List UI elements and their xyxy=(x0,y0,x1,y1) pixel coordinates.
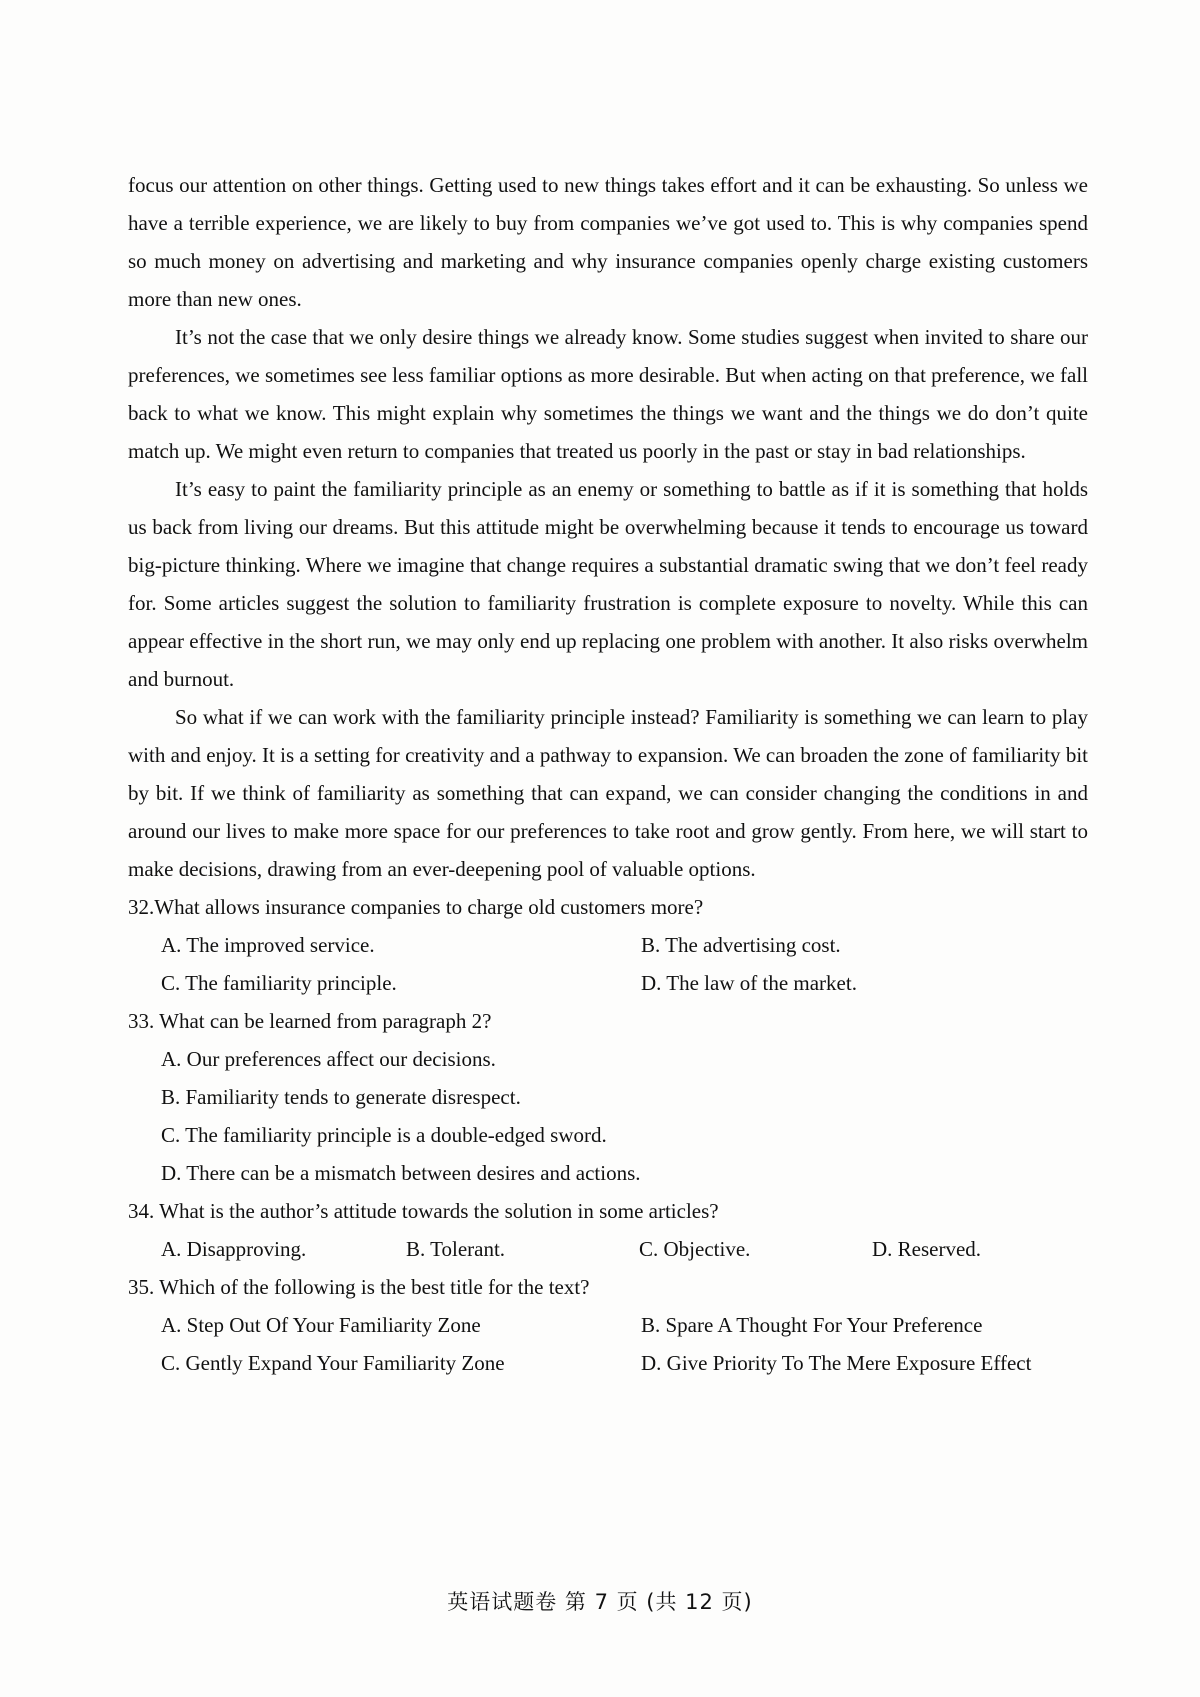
option-b: B. The advertising cost. xyxy=(641,933,841,957)
option-b: B. Familiarity tends to generate disrespect. xyxy=(161,1085,521,1109)
option-c: C. The familiarity principle. xyxy=(161,971,397,995)
question-32 xyxy=(128,888,1088,1002)
page-footer: 英语试题卷 第 7 页 (共 12 页) xyxy=(447,1590,753,1614)
option-c: C. Objective. xyxy=(639,1237,751,1261)
question-stem: 35. Which of the following is the best title for the text? xyxy=(128,1275,590,1299)
page-content xyxy=(128,166,1088,1382)
answer-options xyxy=(128,1230,1088,1268)
option-a: A. Our preferences affect our decisions. xyxy=(161,1047,496,1071)
question-33 xyxy=(128,1002,1088,1192)
option-d: D. There can be a mismatch between desires and actions. xyxy=(161,1161,641,1185)
answer-options xyxy=(128,1306,1088,1382)
option-a: A. Step Out Of Your Familiarity Zone xyxy=(161,1313,481,1337)
option-d: D. Reserved. xyxy=(872,1237,982,1261)
option-d: D. The law of the market. xyxy=(641,971,857,995)
question-35 xyxy=(128,1268,1088,1382)
option-c: C. The familiarity principle is a double-edged sword. xyxy=(161,1123,607,1147)
question-stem: 33. What can be learned from paragraph 2? xyxy=(128,1009,492,1033)
answer-options xyxy=(128,1040,1088,1192)
question-stem: 32.What allows insurance companies to charge old customers more? xyxy=(128,895,704,919)
passage-paragraph-2: It’s not the case that we only desire things we already know. Some studies suggest when invited to share our preferences, we sometimes see less familiar options as more desirable. But when acting on that preference, we fall back to what we know. This might explain why sometimes the things we want and the things we do don’t quite match up. We might even return to companies that treated us poorly in the past or stay in bad relationships. xyxy=(128,325,1088,463)
passage-paragraph-4: So what if we can work with the familiarity principle instead? Familiarity is something we can learn to play with and enjoy. It is a setting for creativity and a pathway to expansion. We can broaden the zone of familiarity bit by bit. If we think of familiarity as something that can expand, we can consider changing the conditions in and around our lives to make more space for our preferences to take root and grow gently. From here, we will start to make decisions, drawing from an ever-deepening pool of valuable options. xyxy=(128,705,1088,881)
option-c: C. Gently Expand Your Familiarity Zone xyxy=(161,1351,505,1375)
question-stem: 34. What is the author’s attitude towards the solution in some articles? xyxy=(128,1199,719,1223)
option-b: B. Spare A Thought For Your Preference xyxy=(641,1313,983,1337)
passage-paragraph-1: focus our attention on other things. Getting used to new things takes effort and it can be exhausting. So unless we have a terrible experience, we are likely to buy from companies we’ve got used to. This is why companies spend so much money on advertising and marketing and why insurance companies openly charge existing customers more than new ones. xyxy=(128,173,1088,311)
option-a: A. The improved service. xyxy=(161,933,375,957)
option-a: A. Disapproving. xyxy=(161,1237,307,1261)
answer-options xyxy=(128,926,1088,1002)
passage-paragraph-3: It’s easy to paint the familiarity principle as an enemy or something to battle as if it is something that holds us back from living our dreams. But this attitude might be overwhelming because it tends to encourage us toward big-picture thinking. Where we imagine that change requires a substantial dramatic swing that we don’t feel ready for. Some articles suggest the solution to familiarity frustration is complete exposure to novelty. While this can appear effective in the short run, we may only end up replacing one problem with another. It also risks overwhelm and burnout. xyxy=(128,477,1088,691)
question-34 xyxy=(128,1192,1088,1268)
option-d: D. Give Priority To The Mere Exposure Effect xyxy=(641,1351,1032,1375)
option-b: B. Tolerant. xyxy=(406,1237,506,1261)
